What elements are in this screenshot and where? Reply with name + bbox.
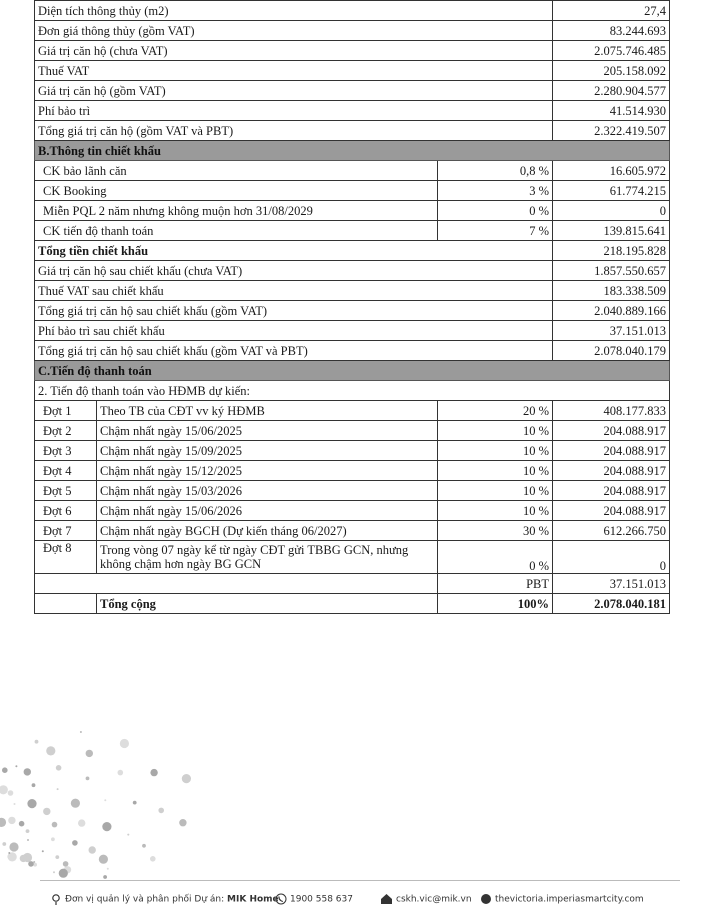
decorative-dot	[71, 799, 80, 808]
table-row	[35, 41, 670, 61]
decorative-dots	[0, 690, 260, 890]
decorative-dot	[72, 840, 78, 846]
row-label: Phí bảo trì	[35, 101, 553, 121]
decorative-dot	[8, 817, 15, 824]
installment-pct: 20 %	[438, 401, 553, 421]
row-label: Giá trị căn hộ (gồm VAT)	[35, 81, 553, 101]
discount-label: CK tiến độ thanh toán	[35, 221, 438, 241]
decorative-dot	[182, 774, 191, 783]
installment-row	[35, 521, 670, 541]
footer-phone-text: 1900 558 637	[290, 894, 353, 905]
price-table	[34, 0, 670, 614]
decorative-dot	[102, 822, 111, 831]
section-c-title: C.Tiến độ thanh toán	[35, 361, 670, 381]
decorative-dot	[52, 822, 58, 828]
globe-icon	[480, 893, 492, 905]
decorative-dot	[78, 819, 85, 826]
decorative-dot	[107, 868, 109, 870]
row-label: Giá trị căn hộ (chưa VAT)	[35, 41, 553, 61]
decorative-dot	[2, 767, 8, 773]
discount-value: 0	[553, 201, 670, 221]
installment-value: 612.266.750	[553, 521, 670, 541]
table-row	[35, 321, 670, 341]
decorative-dot	[89, 846, 96, 853]
discount-pct: 0 %	[438, 201, 553, 221]
decorative-dot	[46, 746, 55, 755]
installment-name: Đợt 5	[35, 481, 97, 501]
discount-value: 139.815.641	[553, 221, 670, 241]
discount-row	[35, 221, 670, 241]
decorative-dot	[104, 799, 106, 801]
installment-pct: 30 %	[438, 521, 553, 541]
decorative-dot	[150, 769, 157, 776]
pbt-empty	[97, 574, 438, 594]
discount-pct: 0,8 %	[438, 161, 553, 181]
row-label: Phí bảo trì sau chiết khấu	[35, 321, 553, 341]
discount-row	[35, 201, 670, 221]
installment-pct: 10 %	[438, 441, 553, 461]
decorative-dot	[57, 788, 59, 790]
table-row	[35, 281, 670, 301]
decorative-dot	[8, 852, 10, 854]
grand-total-value: 2.078.040.181	[553, 594, 670, 614]
pbt-value: 37.151.013	[553, 574, 670, 594]
installment-pct: 10 %	[438, 501, 553, 521]
installment-row	[35, 541, 670, 574]
installment-row	[35, 461, 670, 481]
decorative-dot	[53, 871, 55, 873]
installment-name: Đợt 2	[35, 421, 97, 441]
row-value: 37.151.013	[553, 321, 670, 341]
row-label: Tổng giá trị căn hộ sau chiết khấu (gồm VAT)	[35, 301, 553, 321]
installment-pct: 10 %	[438, 481, 553, 501]
discount-pct: 3 %	[438, 181, 553, 201]
decorative-dot	[142, 844, 146, 848]
row-label: Thuế VAT	[35, 61, 553, 81]
footer-manager-text: Đơn vị quản lý và phân phối Dự án:	[65, 894, 225, 905]
decorative-dot	[27, 839, 29, 841]
table-row	[35, 121, 670, 141]
location-icon	[50, 893, 62, 905]
row-value: 205.158.092	[553, 61, 670, 81]
decorative-dot	[27, 799, 36, 808]
installment-name: Đợt 1	[35, 401, 97, 421]
decorative-dot	[0, 785, 8, 794]
footer-email[interactable]	[380, 893, 472, 905]
decorative-dot	[86, 750, 93, 757]
row-label: Diện tích thông thủy (m2)	[35, 1, 553, 21]
grand-total-row	[35, 594, 670, 614]
decorative-dot	[43, 808, 50, 815]
installment-value: 408.177.833	[553, 401, 670, 421]
decorative-dot	[158, 808, 164, 814]
installment-desc: Theo TB của CĐT vv ký HĐMB	[97, 401, 438, 421]
installment-value: 204.088.917	[553, 501, 670, 521]
row-value: 2.075.746.485	[553, 41, 670, 61]
phone-icon	[275, 893, 287, 905]
row-label: Thuế VAT sau chiết khấu	[35, 281, 553, 301]
discount-value: 61.774.215	[553, 181, 670, 201]
section-c-subtitle: 2. Tiến độ thanh toán vào HĐMB dự kiến:	[35, 381, 670, 401]
installment-name: Đợt 8	[35, 541, 97, 574]
decorative-dot	[35, 740, 39, 744]
row-label: Tổng giá trị căn hộ sau chiết khấu (gồm VAT và PBT)	[35, 341, 553, 361]
installment-value: 204.088.917	[553, 481, 670, 501]
installment-value: 204.088.917	[553, 421, 670, 441]
table-row	[35, 1, 670, 21]
decorative-dot	[42, 850, 44, 852]
row-value: 2.040.889.166	[553, 301, 670, 321]
row-value: 83.244.693	[553, 21, 670, 41]
decorative-dot	[15, 765, 17, 767]
table-row	[35, 61, 670, 81]
table-row	[35, 261, 670, 281]
installment-name: Đợt 4	[35, 461, 97, 481]
decorative-dot	[103, 875, 107, 879]
installment-desc: Chậm nhất ngày 15/06/2026	[97, 501, 438, 521]
decorative-dot	[150, 856, 156, 862]
decorative-dot	[32, 783, 36, 787]
decorative-dot	[24, 768, 31, 775]
price-sheet	[34, 0, 669, 614]
discount-total-row	[35, 241, 670, 261]
table-row	[35, 101, 670, 121]
decorative-dot	[8, 790, 14, 796]
row-value: 2.322.419.507	[553, 121, 670, 141]
installment-value: 204.088.917	[553, 461, 670, 481]
installment-desc: Chậm nhất ngày 15/06/2025	[97, 421, 438, 441]
row-value: 2.078.040.179	[553, 341, 670, 361]
installment-row	[35, 421, 670, 441]
installment-name: Đợt 3	[35, 441, 97, 461]
row-value: 2.280.904.577	[553, 81, 670, 101]
installment-desc: Chậm nhất ngày 15/12/2025	[97, 461, 438, 481]
decorative-dot	[55, 855, 59, 859]
installment-value: 204.088.917	[553, 441, 670, 461]
pbt-label: PBT	[438, 574, 553, 594]
footer-brand: MIK Home	[227, 894, 279, 905]
discount-row	[35, 181, 670, 201]
discount-row	[35, 161, 670, 181]
installment-row	[35, 441, 670, 461]
decorative-dot	[56, 765, 62, 771]
installment-row	[35, 401, 670, 421]
table-row	[35, 301, 670, 321]
installment-pct: 0 %	[438, 541, 553, 574]
subtitle-row	[35, 381, 670, 401]
grand-total-pct: 100%	[438, 594, 553, 614]
footer-phone[interactable]	[275, 893, 353, 905]
installment-row	[35, 481, 670, 501]
decorative-dot	[51, 837, 55, 841]
section-header	[35, 361, 670, 381]
decorative-dot	[59, 869, 68, 878]
installment-desc: Chậm nhất ngày 15/03/2026	[97, 481, 438, 501]
discount-total-value: 218.195.828	[553, 241, 670, 261]
discount-total-label: Tổng tiền chiết khấu	[35, 241, 553, 261]
pbt-row	[35, 574, 670, 594]
row-value: 27,4	[553, 1, 670, 21]
decorative-dot	[2, 842, 6, 846]
decorative-dot	[19, 821, 25, 827]
discount-label: Miễn PQL 2 năm nhưng không muộn hơn 31/08/2029	[35, 201, 438, 221]
decorative-dot	[26, 829, 30, 833]
installment-value: 0	[553, 541, 670, 574]
row-label: Giá trị căn hộ sau chiết khấu (chưa VAT)	[35, 261, 553, 281]
installment-desc: Trong vòng 07 ngày kể từ ngày CĐT gửi TBBG GCN, nhưng không chậm hơn ngày BG GCN	[97, 541, 438, 574]
decorative-dot	[86, 777, 90, 781]
row-value: 1.857.550.657	[553, 261, 670, 281]
discount-pct: 7 %	[438, 221, 553, 241]
decorative-dot	[118, 770, 124, 776]
decorative-dot	[0, 818, 6, 827]
decorative-dot	[14, 803, 16, 805]
installment-name: Đợt 7	[35, 521, 97, 541]
decorative-dot	[28, 861, 34, 867]
installment-name: Đợt 6	[35, 501, 97, 521]
section-header	[35, 141, 670, 161]
row-value: 183.338.509	[553, 281, 670, 301]
footer-website[interactable]	[480, 893, 644, 905]
total-empty	[35, 594, 97, 614]
footer-website-text: thevictoria.imperiasmartcity.com	[495, 894, 644, 905]
installment-row	[35, 501, 670, 521]
decorative-dot	[99, 855, 108, 864]
installment-pct: 10 %	[438, 461, 553, 481]
row-label: Đơn giá thông thủy (gồm VAT)	[35, 21, 553, 41]
table-row	[35, 81, 670, 101]
decorative-dot	[63, 861, 69, 867]
decorative-dot	[9, 842, 18, 851]
decorative-dot	[80, 731, 82, 733]
table-row	[35, 341, 670, 361]
pbt-empty	[35, 574, 97, 594]
footer	[40, 880, 680, 911]
decorative-dot	[20, 855, 27, 862]
decorative-dot	[133, 801, 137, 805]
home-mail-icon	[380, 893, 393, 905]
decorative-dot	[33, 863, 37, 867]
row-value: 41.514.930	[553, 101, 670, 121]
row-label: Tổng giá trị căn hộ (gồm VAT và PBT)	[35, 121, 553, 141]
footer-manager	[50, 893, 279, 905]
grand-total-label: Tổng cộng	[97, 594, 438, 614]
decorative-dot	[120, 739, 129, 748]
footer-email-text: cskh.vic@mik.vn	[396, 894, 472, 905]
discount-label: CK bảo lãnh căn	[35, 161, 438, 181]
installment-desc: Chậm nhất ngày 15/09/2025	[97, 441, 438, 461]
decorative-dot	[179, 819, 186, 826]
section-b-title: B.Thông tin chiết khấu	[35, 141, 670, 161]
table-row	[35, 21, 670, 41]
discount-label: CK Booking	[35, 181, 438, 201]
decorative-dot	[127, 834, 129, 836]
discount-value: 16.605.972	[553, 161, 670, 181]
installment-pct: 10 %	[438, 421, 553, 441]
installment-desc: Chậm nhất ngày BGCH (Dự kiến tháng 06/2027)	[97, 521, 438, 541]
